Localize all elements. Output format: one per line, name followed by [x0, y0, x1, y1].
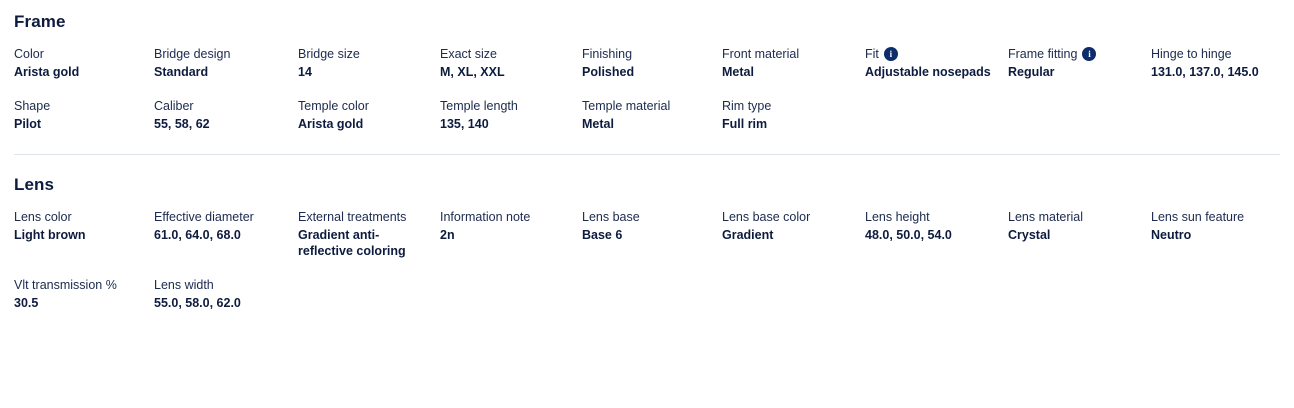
spec-value: Crystal: [1008, 228, 1051, 242]
spec-cell-exact-size: [440, 46, 582, 80]
spec-value: Standard: [154, 65, 209, 79]
frame-specifications-section: [14, 12, 1280, 132]
spec-label: [722, 46, 853, 62]
spec-label: [14, 46, 142, 62]
spec-label: [1151, 46, 1284, 62]
spec-cell-bridge-design: [154, 46, 298, 80]
spec-value: 135, 140: [440, 117, 489, 131]
spec-value: 131.0, 137.0, 145.0: [1151, 65, 1259, 79]
spec-cell-rim-type: [722, 98, 865, 132]
spec-label-text: External treatments: [298, 210, 407, 224]
spec-label-text: Finishing: [582, 47, 633, 61]
spec-cell-color: [14, 46, 154, 80]
spec-label: [298, 209, 428, 225]
spec-label-text: Effective diameter: [154, 210, 254, 224]
spec-value: M, XL, XXL: [440, 65, 505, 79]
spec-cell-caliber: [154, 98, 298, 132]
spec-value: 55.0, 58.0, 62.0: [154, 296, 241, 310]
spec-label: [1008, 209, 1139, 225]
section-divider: [14, 154, 1280, 155]
spec-cell-temple-length: [440, 98, 582, 132]
spec-value: 2n: [440, 228, 455, 242]
spec-label-text: Rim type: [722, 99, 772, 113]
spec-label: [865, 209, 996, 225]
spec-label-text: Temple material: [582, 99, 671, 113]
spec-label: [582, 98, 710, 114]
spec-value: Adjustable nosepads: [865, 65, 991, 79]
spec-cell-lens-base: [582, 209, 722, 243]
spec-label-text: Hinge to hinge: [1151, 47, 1232, 61]
frame-section-title: Frame: [14, 12, 66, 31]
lens-spec-row-2: [14, 277, 1280, 311]
spec-cell-external-treatments: [298, 209, 440, 259]
spec-label: [298, 98, 428, 114]
spec-label-text: Exact size: [440, 47, 497, 61]
spec-label-text: Temple color: [298, 99, 369, 113]
spec-cell-frame-fitting: [1008, 46, 1151, 80]
spec-label: [1008, 46, 1139, 62]
spec-label-text: Bridge design: [154, 47, 231, 61]
spec-cell-vlt-transmission: [14, 277, 154, 311]
spec-label: [154, 209, 286, 225]
spec-value: Arista gold: [14, 65, 80, 79]
spec-label-text: Lens base color: [722, 210, 811, 224]
spec-value: Neutro: [1151, 228, 1192, 242]
spec-label-text: Lens width: [154, 278, 214, 292]
spec-cell-lens-material: [1008, 209, 1151, 243]
spec-label-text: Shape: [14, 99, 51, 113]
spec-cell-lens-width: [154, 277, 298, 311]
spec-cell-temple-color: [298, 98, 440, 132]
spec-label-text: Lens height: [865, 210, 930, 224]
spec-value: Gradient anti-reflective coloring: [298, 228, 406, 258]
spec-cell-finishing: [582, 46, 722, 80]
spec-cell-effective-diameter: [154, 209, 298, 243]
spec-label-text: Lens sun feature: [1151, 210, 1245, 224]
spec-value: 48.0, 50.0, 54.0: [865, 228, 952, 242]
spec-value: Metal: [722, 65, 754, 79]
spec-label-text: Information note: [440, 210, 531, 224]
spec-cell-lens-height: [865, 209, 1008, 243]
spec-value: Polished: [582, 65, 635, 79]
spec-value: Arista gold: [298, 117, 364, 131]
spec-cell-hinge-to-hinge: [1151, 46, 1294, 80]
spec-cell-bridge-size: [298, 46, 440, 80]
spec-label: [582, 46, 710, 62]
spec-label: [865, 46, 996, 62]
lens-section-title: Lens: [14, 175, 55, 194]
spec-value: 61.0, 64.0, 68.0: [154, 228, 241, 242]
spec-label: [722, 98, 853, 114]
spec-label-text: Bridge size: [298, 47, 360, 61]
spec-label: [440, 98, 570, 114]
spec-label: [14, 98, 142, 114]
spec-value: Gradient: [722, 228, 774, 242]
spec-label: [14, 209, 142, 225]
spec-value: Regular: [1008, 65, 1055, 79]
spec-cell-front-material: [722, 46, 865, 80]
spec-value: 30.5: [14, 296, 39, 310]
spec-label: [154, 277, 286, 293]
spec-label-text: Lens material: [1008, 210, 1084, 224]
frame-spec-row-1: [14, 46, 1280, 80]
spec-cell-lens-color: [14, 209, 154, 243]
spec-cell-fit: [865, 46, 1008, 80]
frame-spec-row-2: [14, 98, 1280, 132]
spec-label-text: Temple length: [440, 99, 518, 113]
spec-label-text: Lens base: [582, 210, 640, 224]
spec-label-text: Vlt transmission %: [14, 278, 117, 292]
spec-cell-shape: [14, 98, 154, 132]
lens-specifications-section: [14, 175, 1280, 311]
spec-label: [154, 46, 286, 62]
spec-label: [440, 209, 570, 225]
spec-label: [722, 209, 853, 225]
spec-label-text: Frame fitting: [1008, 47, 1078, 61]
info-icon[interactable]: i: [1082, 47, 1096, 61]
spec-label: [154, 98, 286, 114]
lens-spec-row-1: [14, 209, 1280, 259]
spec-label-text: Color: [14, 47, 44, 61]
spec-value: 14: [298, 65, 312, 79]
spec-label: [440, 46, 570, 62]
spec-label: [298, 46, 428, 62]
spec-value: Light brown: [14, 228, 86, 242]
spec-label-text: Lens color: [14, 210, 72, 224]
spec-cell-temple-material: [582, 98, 722, 132]
spec-value: Full rim: [722, 117, 768, 131]
info-icon[interactable]: i: [884, 47, 898, 61]
spec-cell-lens-base-color: [722, 209, 865, 243]
spec-cell-lens-sun-feature: [1151, 209, 1294, 243]
spec-label-text: Front material: [722, 47, 800, 61]
spec-label: [14, 277, 142, 293]
spec-label: [1151, 209, 1284, 225]
spec-cell-information-note: [440, 209, 582, 243]
spec-label-text: Fit: [865, 47, 879, 61]
spec-label: [582, 209, 710, 225]
spec-value: Pilot: [14, 117, 42, 131]
spec-value: Base 6: [582, 228, 623, 242]
spec-value: Metal: [582, 117, 614, 131]
spec-value: 55, 58, 62: [154, 117, 210, 131]
spec-label-text: Caliber: [154, 99, 194, 113]
